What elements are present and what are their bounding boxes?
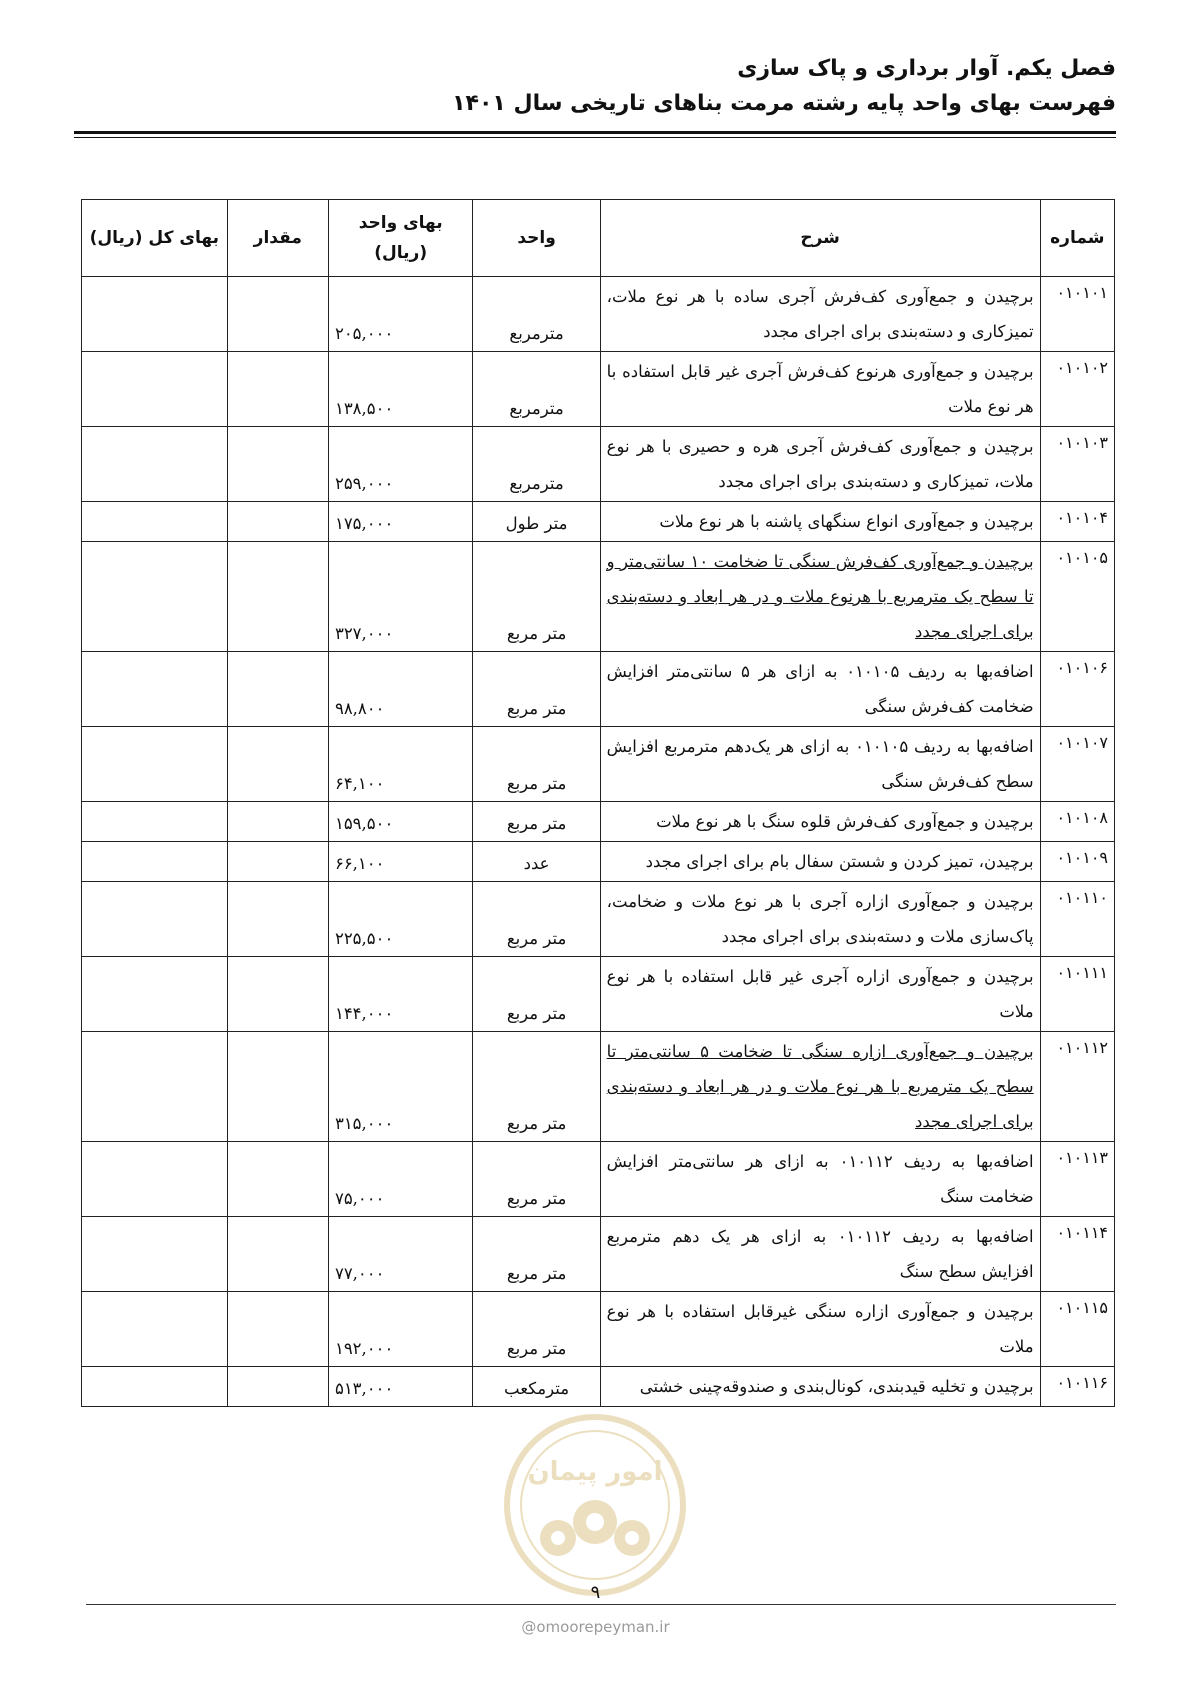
row-total-price <box>82 542 228 652</box>
table-header-row <box>82 200 1115 277</box>
row-code: ۰۱۰۱۱۱ <box>1040 957 1114 1032</box>
table-row <box>82 277 1115 352</box>
row-unit: متر مربع <box>473 542 600 652</box>
row-unit: متر مربع <box>473 652 600 727</box>
row-total-price <box>82 652 228 727</box>
row-code: ۰۱۰۱۰۱ <box>1040 277 1114 352</box>
row-total-price <box>82 352 228 427</box>
row-unit-price: ۲۲۵,۵۰۰ <box>328 882 472 957</box>
row-quantity <box>227 802 328 842</box>
row-quantity <box>227 957 328 1032</box>
table-row <box>82 1032 1115 1142</box>
row-quantity <box>227 352 328 427</box>
row-quantity <box>227 652 328 727</box>
row-quantity <box>227 502 328 542</box>
row-unit-price: ۲۰۵,۰۰۰ <box>328 277 472 352</box>
row-total-price <box>82 1292 228 1367</box>
row-unit-price: ۳۲۷,۰۰۰ <box>328 542 472 652</box>
row-code: ۰۱۰۱۰۲ <box>1040 352 1114 427</box>
table-row <box>82 427 1115 502</box>
row-description: برچیدن و جمع‌آوری هرنوع کف‌فرش آجری غیر قابل استفاده با هر نوع ملات <box>600 352 1040 427</box>
row-code: ۰۱۰۱۰۳ <box>1040 427 1114 502</box>
table-row <box>82 727 1115 802</box>
col-header-quantity: مقدار <box>227 200 328 277</box>
row-unit-price: ۶۴,۱۰۰ <box>328 727 472 802</box>
row-quantity <box>227 882 328 957</box>
row-description: برچیدن و جمع‌آوری کف‌فرش آجری هره و حصیری با هر نوع ملات، تمیزکاری و دسته‌بندی برای اجرای مجدد <box>600 427 1040 502</box>
row-unit: مترمربع <box>473 427 600 502</box>
col-header-unit-price <box>328 200 472 277</box>
row-unit: متر طول <box>473 502 600 542</box>
row-description: برچیدن، تمیز کردن و شستن سفال بام برای اجرای مجدد <box>600 842 1040 882</box>
row-description: اضافه‌بها به ردیف ۰۱۰۱۰۵ به ازای هر یک‌دهم مترمربع افزایش سطح کف‌فرش سنگی <box>600 727 1040 802</box>
row-code: ۰۱۰۱۱۵ <box>1040 1292 1114 1367</box>
row-code: ۰۱۰۱۱۰ <box>1040 882 1114 957</box>
row-code: ۰۱۰۱۰۹ <box>1040 842 1114 882</box>
header-rule-thin <box>74 137 1116 138</box>
row-unit-price: ۳۱۵,۰۰۰ <box>328 1032 472 1142</box>
row-code: ۰۱۰۱۰۶ <box>1040 652 1114 727</box>
row-unit: متر مربع <box>473 957 600 1032</box>
row-total-price <box>82 727 228 802</box>
row-total-price <box>82 957 228 1032</box>
row-total-price <box>82 1217 228 1292</box>
row-total-price <box>82 502 228 542</box>
document-subtitle: فهرست بهای واحد پایه رشته مرمت بناهای تاریخی سال ۱۴۰۱ <box>452 91 1116 116</box>
page-header <box>74 54 1116 120</box>
row-unit: مترمربع <box>473 277 600 352</box>
row-description: برچیدن و جمع‌آوری ازاره سنگی غیرقابل استفاده با هر نوع ملات <box>600 1292 1040 1367</box>
row-unit: متر مربع <box>473 727 600 802</box>
row-description: اضافه‌بها به ردیف ۰۱۰۱۱۲ به ازای هر یک دهم مترمربع افزایش سطح سنگ <box>600 1217 1040 1292</box>
table-row <box>82 802 1115 842</box>
row-unit-price: ۱۷۵,۰۰۰ <box>328 502 472 542</box>
table-row <box>82 1142 1115 1217</box>
header-rule-thick <box>74 131 1116 134</box>
row-total-price <box>82 1032 228 1142</box>
seal-text: امور پیمان <box>527 1457 663 1487</box>
row-unit: متر مربع <box>473 1032 600 1142</box>
row-quantity <box>227 1142 328 1217</box>
row-quantity <box>227 1032 328 1142</box>
row-unit-price: ۱۵۹,۵۰۰ <box>328 802 472 842</box>
price-table <box>81 199 1115 1407</box>
row-unit: متر مربع <box>473 1292 600 1367</box>
row-total-price <box>82 277 228 352</box>
row-quantity <box>227 1217 328 1292</box>
table-row <box>82 842 1115 882</box>
row-quantity <box>227 427 328 502</box>
row-unit-price: ۱۴۴,۰۰۰ <box>328 957 472 1032</box>
table-row <box>82 882 1115 957</box>
row-total-price <box>82 882 228 957</box>
website-label: @omoorepeyman.ir <box>521 1618 670 1636</box>
row-unit-price: ۶۶,۱۰۰ <box>328 842 472 882</box>
row-total-price <box>82 1142 228 1217</box>
col-header-total-price: بهای کل (ریال) <box>82 200 228 277</box>
row-quantity <box>227 727 328 802</box>
row-description: برچیدن و جمع‌آوری انواع سنگهای پاشنه با هر نوع ملات <box>600 502 1040 542</box>
row-unit-price: ۱۳۸,۵۰۰ <box>328 352 472 427</box>
col-header-description: شرح <box>600 200 1040 277</box>
row-description-text: برچیدن و جمع‌آوری کف‌فرش سنگی تا ضخامت ۱۰ سانتی‌متر و تا سطح یک مترمربع با هرنوع ملات و در هر ابعاد و دسته‌بندی برای اجرای مجدد <box>606 552 1034 641</box>
row-unit: متر مربع <box>473 1217 600 1292</box>
unit-price-label: بهای واحد <box>358 213 443 233</box>
row-description <box>600 542 1040 652</box>
row-description: برچیدن و جمع‌آوری کف‌فرش قلوه سنگ با هر نوع ملات <box>600 802 1040 842</box>
row-description: اضافه‌بها به ردیف ۰۱۰۱۱۲ به ازای هر سانتی‌متر افزایش ضخامت سنگ <box>600 1142 1040 1217</box>
row-unit-price: ۵۱۳,۰۰۰ <box>328 1367 472 1407</box>
row-description <box>600 1032 1040 1142</box>
row-unit-price: ۲۵۹,۰۰۰ <box>328 427 472 502</box>
row-quantity <box>227 277 328 352</box>
row-unit-price: ۹۸,۸۰۰ <box>328 652 472 727</box>
watermark-seal <box>500 1410 690 1600</box>
row-quantity <box>227 842 328 882</box>
row-quantity <box>227 1367 328 1407</box>
row-code: ۰۱۰۱۰۴ <box>1040 502 1114 542</box>
table-row <box>82 652 1115 727</box>
row-description: برچیدن و جمع‌آوری کف‌فرش آجری ساده با هر نوع ملات، تمیزکاری و دسته‌بندی برای اجرای مجدد <box>600 277 1040 352</box>
table-row <box>82 1367 1115 1407</box>
row-code: ۰۱۰۱۱۴ <box>1040 1217 1114 1292</box>
row-quantity <box>227 1292 328 1367</box>
table-row <box>82 1217 1115 1292</box>
row-description-text: برچیدن و جمع‌آوری ازاره سنگی تا ضخامت ۵ سانتی‌متر تا سطح یک مترمربع با هر نوع ملات و در هر ابعاد و دسته‌بندی برای اجرای مجدد <box>606 1042 1034 1131</box>
row-unit: متر مربع <box>473 882 600 957</box>
row-description: اضافه‌بها به ردیف ۰۱۰۱۰۵ به ازای هر ۵ سانتی‌متر افزایش ضخامت کف‌فرش سنگی <box>600 652 1040 727</box>
row-total-price <box>82 1367 228 1407</box>
row-description: برچیدن و جمع‌آوری ازاره آجری غیر قابل استفاده با هر نوع ملات <box>600 957 1040 1032</box>
row-unit: عدد <box>473 842 600 882</box>
row-total-price <box>82 842 228 882</box>
row-code: ۰۱۰۱۰۷ <box>1040 727 1114 802</box>
row-code: ۰۱۰۱۱۶ <box>1040 1367 1114 1407</box>
row-unit-price: ۱۹۲,۰۰۰ <box>328 1292 472 1367</box>
row-description: برچیدن و جمع‌آوری ازاره آجری با هر نوع ملات و ضخامت، پاک‌سازی ملات و دسته‌بندی برای اجرای مجدد <box>600 882 1040 957</box>
row-unit: متر مربع <box>473 802 600 842</box>
row-unit: متر مربع <box>473 1142 600 1217</box>
row-code: ۰۱۰۱۰۵ <box>1040 542 1114 652</box>
row-code: ۰۱۰۱۱۲ <box>1040 1032 1114 1142</box>
row-total-price <box>82 802 228 842</box>
chapter-title: فصل یکم. آوار برداری و پاک سازی <box>737 56 1116 81</box>
row-unit: مترمربع <box>473 352 600 427</box>
unit-price-currency: (ریال) <box>374 243 428 263</box>
table-row <box>82 352 1115 427</box>
col-header-number: شماره <box>1040 200 1114 277</box>
row-unit-price: ۷۷,۰۰۰ <box>328 1217 472 1292</box>
row-unit-price: ۷۵,۰۰۰ <box>328 1142 472 1217</box>
table-row <box>82 957 1115 1032</box>
footer-rule <box>86 1604 1116 1605</box>
col-header-unit: واحد <box>473 200 600 277</box>
table-row <box>82 502 1115 542</box>
page-number: ۹ <box>590 1582 601 1603</box>
table-row <box>82 542 1115 652</box>
row-quantity <box>227 542 328 652</box>
row-code: ۰۱۰۱۰۸ <box>1040 802 1114 842</box>
table-row <box>82 1292 1115 1367</box>
row-code: ۰۱۰۱۱۳ <box>1040 1142 1114 1217</box>
row-unit: مترمکعب <box>473 1367 600 1407</box>
row-description: برچیدن و تخلیه قیدبندی، کونال‌بندی و صندوقه‌چینی خشتی <box>600 1367 1040 1407</box>
row-total-price <box>82 427 228 502</box>
